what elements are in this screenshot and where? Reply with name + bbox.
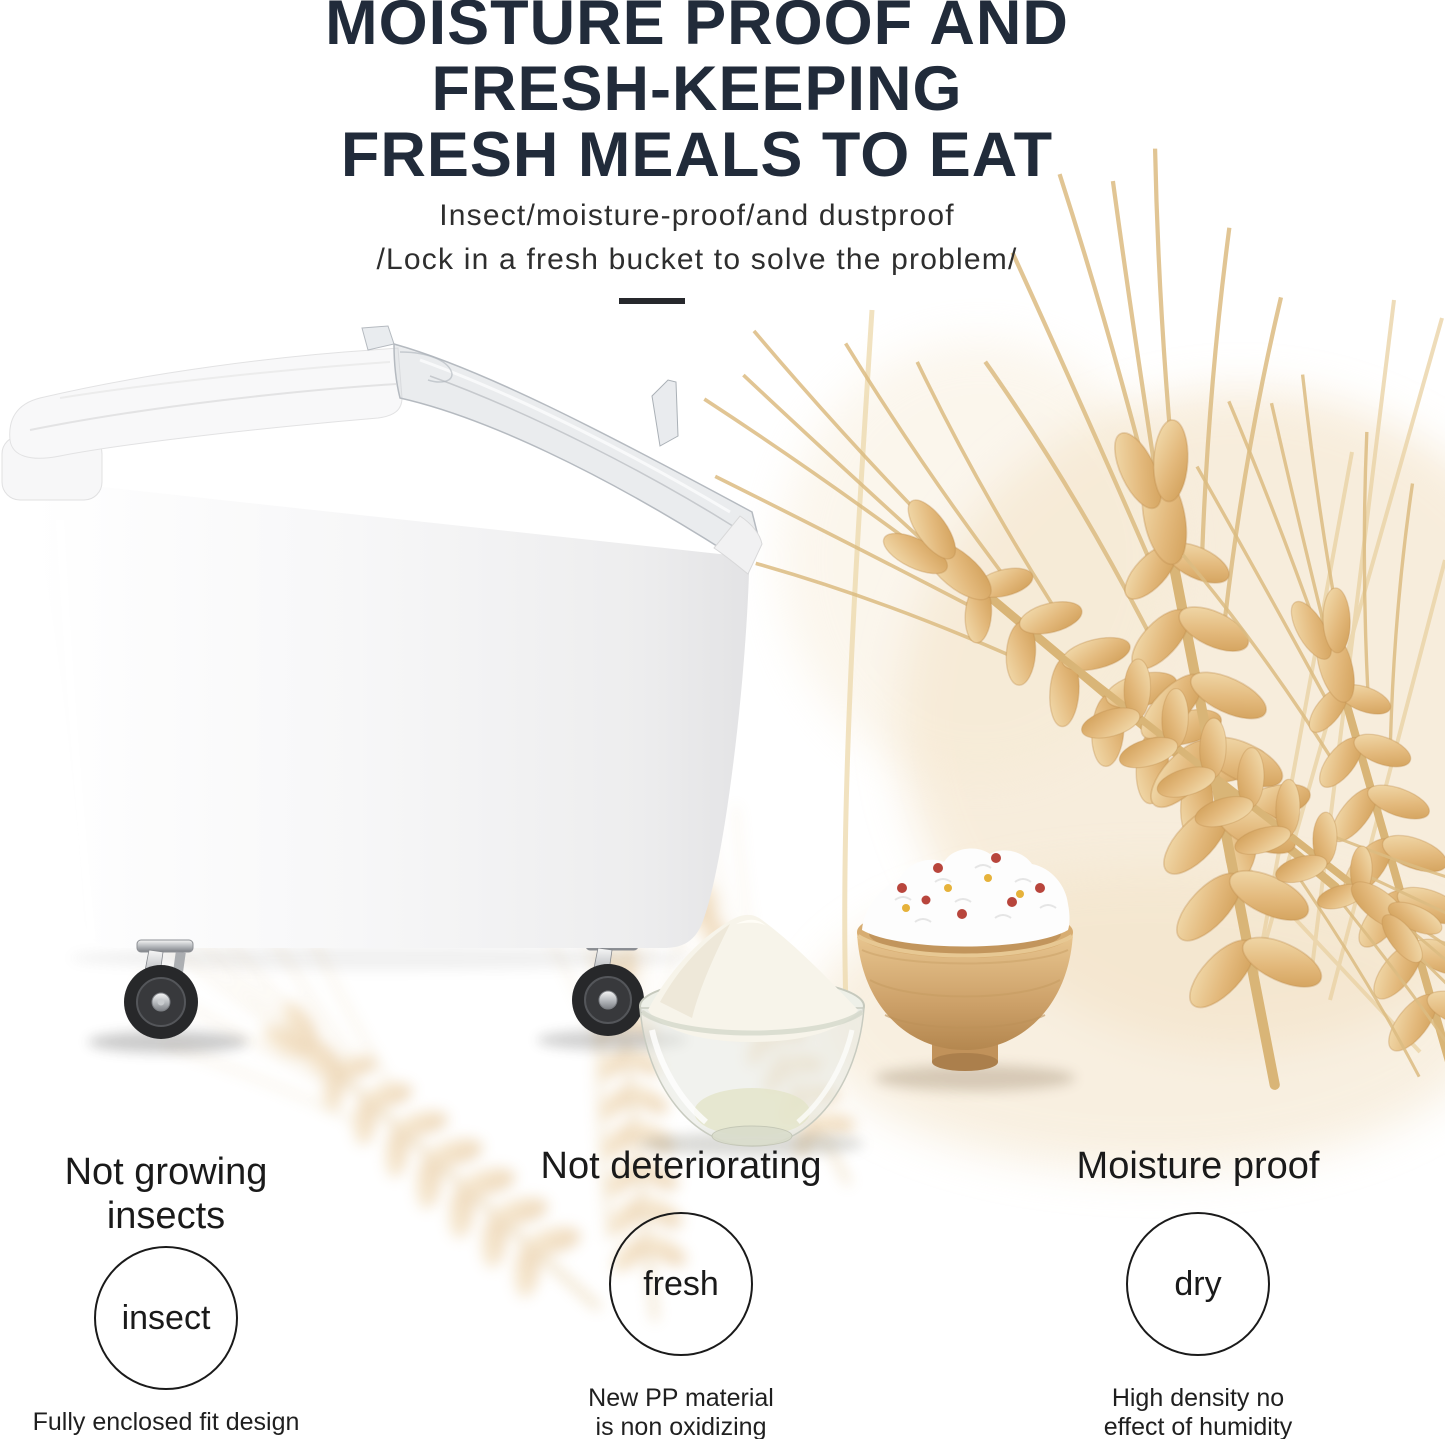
feature-caption-line-1: New PP material <box>588 1384 774 1412</box>
feature-caption-line-2: effect of humidity <box>1103 1413 1293 1439</box>
insect-badge-circle <box>94 1246 238 1390</box>
page-title <box>0 0 1394 188</box>
fresh-badge-circle <box>609 1212 753 1356</box>
feature-not-deteriorating <box>513 1144 849 1439</box>
feature-heading-line-1: Not growing <box>64 1151 268 1193</box>
lid-tab <box>362 326 394 350</box>
feature-caption-line-1: High density no <box>1111 1384 1285 1412</box>
header <box>0 0 1394 278</box>
bin-body <box>32 482 749 948</box>
header-divider <box>619 298 685 304</box>
feature-heading-line-1: Moisture proof <box>1076 1145 1320 1187</box>
title-line-1: MOISTURE PROOF AND <box>325 0 1069 58</box>
subtitle-line-2: /Lock in a fresh bucket to solve the problem/ <box>376 243 1018 276</box>
subtitle-line-1: Insect/moisture-proof/and dustproof <box>439 199 955 232</box>
feature-heading <box>513 1144 849 1188</box>
feature-caption-line-2: is non oxidizing <box>595 1413 767 1439</box>
dry-badge-label: dry <box>1174 1264 1222 1303</box>
lid-flip-handle <box>652 380 678 446</box>
fresh-badge-label: fresh <box>643 1264 719 1303</box>
feature-caption <box>1030 1384 1366 1439</box>
feature-caption-line-1: Fully enclosed fit design <box>32 1408 300 1436</box>
title-line-3: FRESH MEALS TO EAT <box>340 120 1054 190</box>
feature-moisture-proof <box>1030 1144 1366 1439</box>
feature-heading-line-1: Not deteriorating <box>540 1145 822 1187</box>
title-line-2: FRESH-KEEPING <box>431 54 963 124</box>
feature-heading-line-2: insects <box>106 1195 226 1237</box>
feature-caption <box>0 1408 332 1437</box>
feature-heading <box>0 1150 332 1238</box>
dry-badge-circle <box>1126 1212 1270 1356</box>
feature-not-growing-insects <box>0 1150 332 1437</box>
storage-bin <box>2 326 762 1039</box>
feature-caption <box>513 1384 849 1439</box>
insect-badge-label: insect <box>121 1298 211 1337</box>
feature-heading <box>1030 1144 1366 1188</box>
